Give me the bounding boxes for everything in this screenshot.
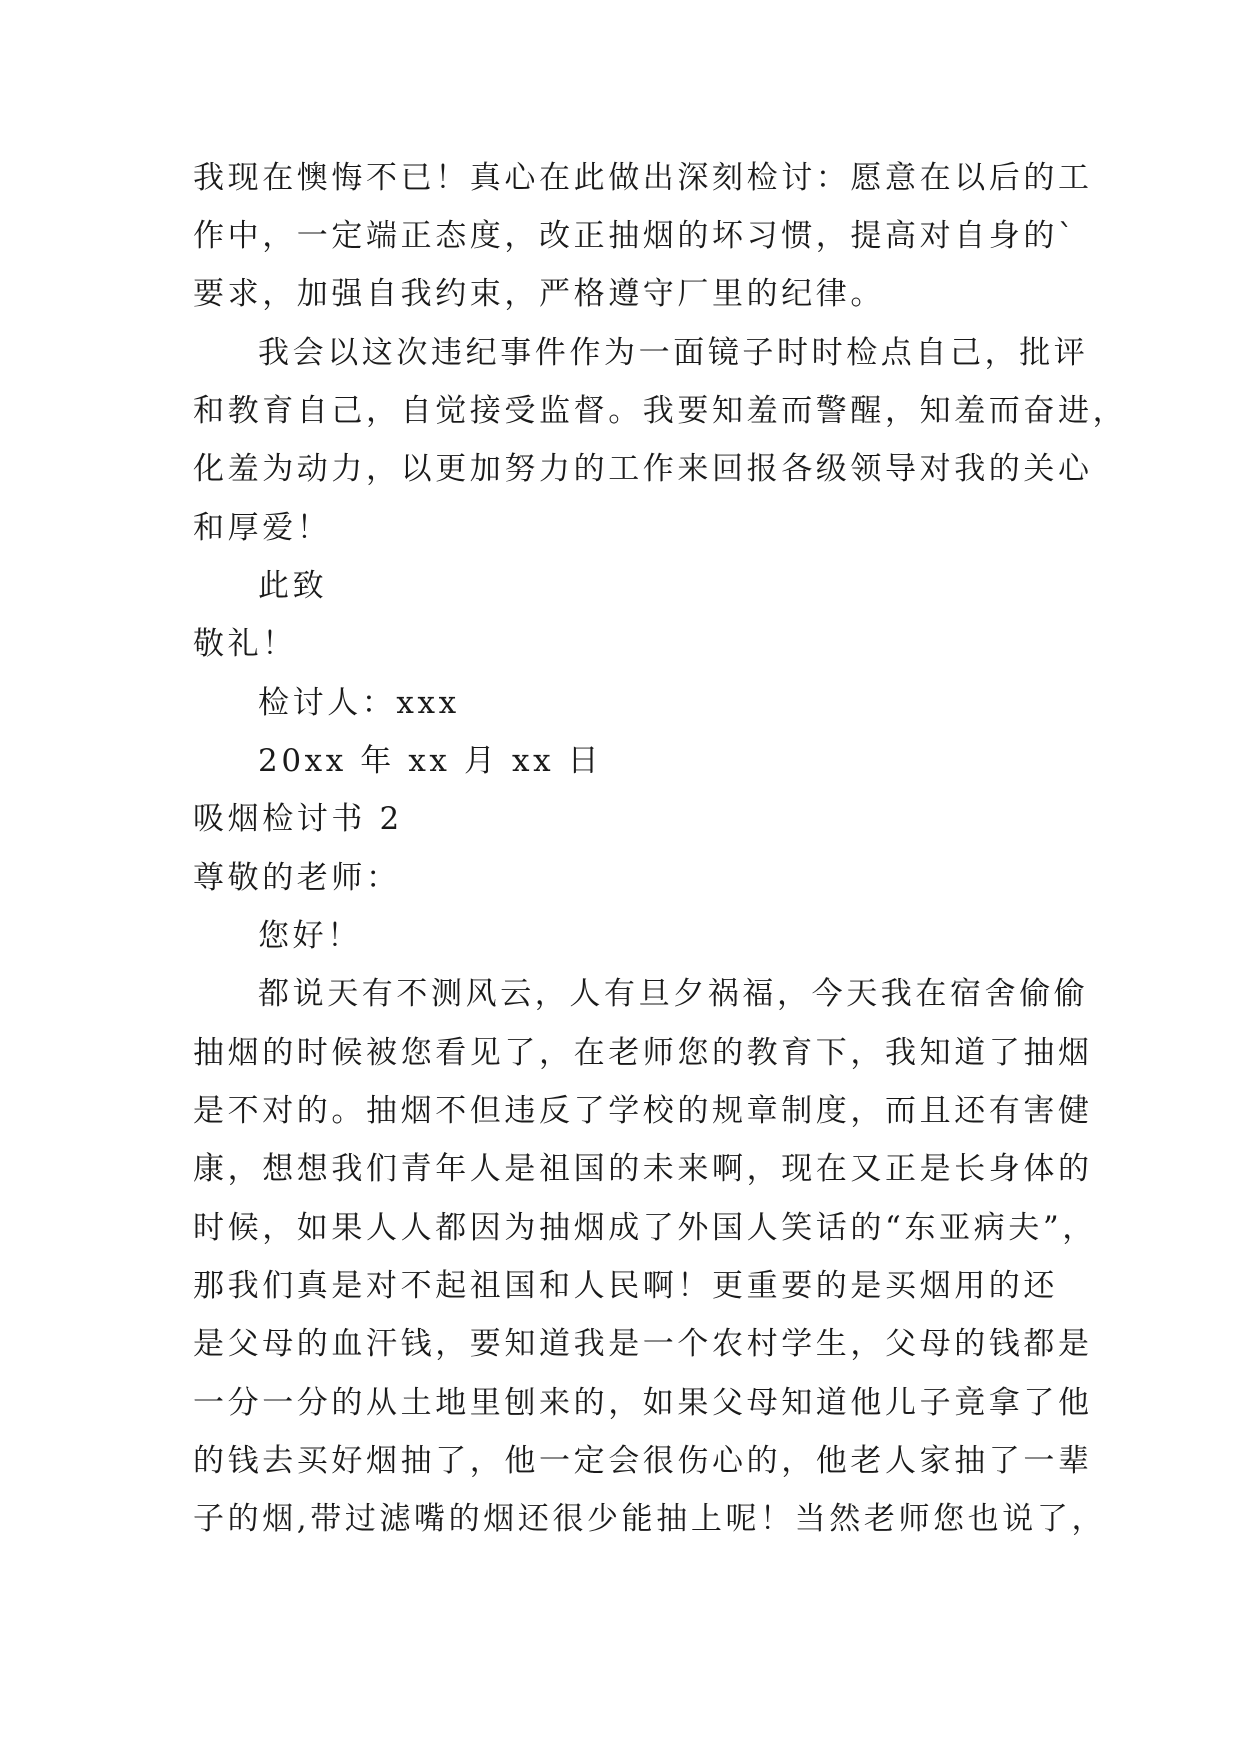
section-title: 吸烟检讨书 2	[193, 801, 403, 837]
body-text-line: 康，想想我们青年人是祖国的未来啊，现在又正是长身体的	[193, 1151, 1093, 1187]
body-text-line: 子的烟,带过滤嘴的烟还很少能抽上呢！当然老师您也说了，	[193, 1501, 1107, 1537]
body-text-line: 的钱去买好烟抽了，他一定会很伤心的，他老人家抽了一辈	[193, 1443, 1093, 1479]
body-text-line: 那我们真是对不起祖国和人民啊！更重要的是买烟用的还	[193, 1268, 1058, 1304]
body-text-line: 时候，如果人人都因为抽烟成了外国人笑话的“东亚病夫”，	[193, 1210, 1097, 1246]
date-line: 20xx 年 xx 月 xx 日	[258, 743, 603, 779]
body-text-line: 我现在懊悔不已！真心在此做出深刻检讨：愿意在以后的工	[193, 160, 1093, 196]
body-text-line: 和厚爱！	[193, 510, 332, 546]
paragraph-first-line: 我会以这次违纪事件作为一面镜子时时检点自己，批评	[258, 335, 1089, 371]
body-text-line: 要求，加强自我约束，严格遵守厂里的纪律。	[193, 276, 885, 312]
body-text-line: 作中，一定端正态度，改正抽烟的坏习惯，提高对自身的`	[193, 218, 1078, 254]
paragraph-first-line: 都说天有不测风云，人有旦夕祸福，今天我在宿舍偷偷	[258, 976, 1089, 1012]
body-text-line: 一分一分的从土地里刨来的，如果父母知道他儿子竟拿了他	[193, 1385, 1093, 1421]
body-text-line: 化羞为动力，以更加努力的工作来回报各级领导对我的关心	[193, 451, 1093, 487]
body-text-line: 和教育自己，自觉接受监督。我要知羞而警醒，知羞而奋进，	[193, 393, 1128, 429]
greeting-line: 您好！	[258, 918, 362, 954]
greeting-line: 尊敬的老师：	[193, 860, 401, 896]
body-text-line: 是不对的。抽烟不但违反了学校的规章制度，而且还有害健	[193, 1093, 1093, 1129]
body-text-line: 抽烟的时候被您看见了，在老师您的教育下，我知道了抽烟	[193, 1035, 1093, 1071]
signature-line: 检讨人：xxx	[258, 685, 460, 721]
closing-phrase: 此致	[258, 568, 328, 604]
salutation-closing: 敬礼！	[193, 626, 297, 662]
body-text-line: 是父母的血汗钱，要知道我是一个农村学生，父母的钱都是	[193, 1326, 1093, 1362]
